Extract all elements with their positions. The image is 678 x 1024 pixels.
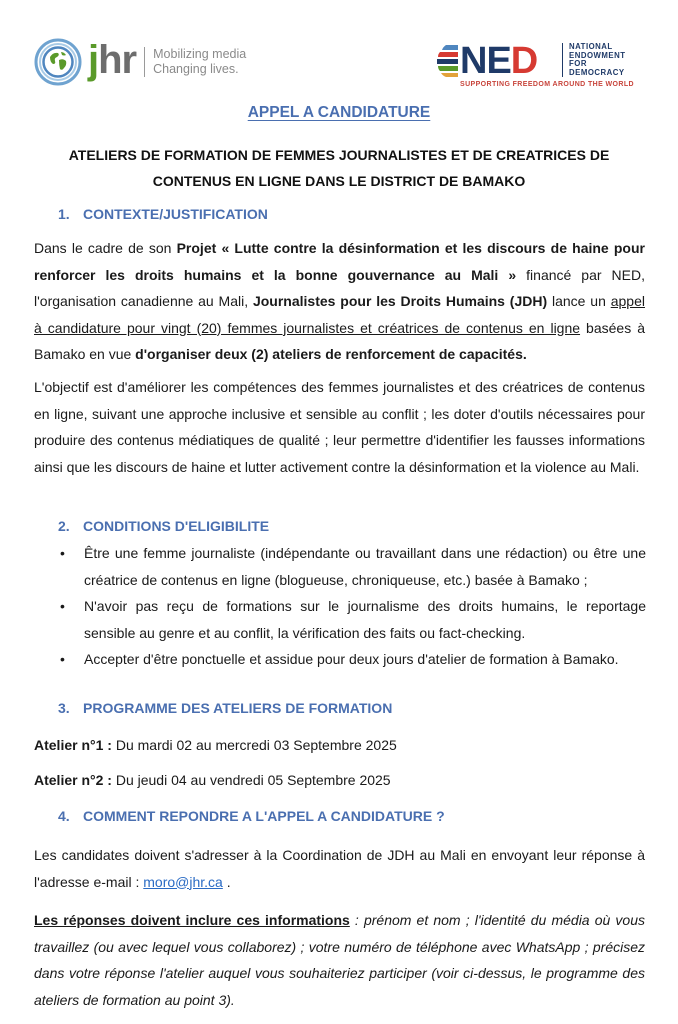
project-name: Projet « Lutte contre la désinformation et les discours de haine pour renforcer les droits humains et la bonne gouvernance au Mali » [34, 240, 645, 283]
ned-divider [562, 43, 563, 77]
atelier-1 [34, 737, 397, 753]
subtitle-line2: CONTENUS EN LIGNE DANS LE DISTRICT DE BAMAKO [152, 173, 526, 189]
ned-globe-stripes-icon [436, 44, 458, 78]
call-summary-underlined: appel à candidature pour vingt (20) femmes journalistes et créatrices de contenus en ligne [34, 293, 645, 336]
jhr-tagline-line1: Mobilizing media [153, 47, 247, 61]
ned-full-name [569, 43, 625, 77]
section-heading-text: COMMENT REPONDRE A L'APPEL A CANDIDATURE ? [83, 808, 445, 824]
context-paragraph-1 [34, 235, 645, 368]
text-run: : [349, 912, 364, 928]
list-item: • Accepter d'être ponctuelle et assidue pour deux jours d'atelier de formation à Bamako. [58, 646, 646, 673]
required-info-label: Les réponses doivent inclure ces informations [34, 912, 350, 928]
section-heading-text: CONDITIONS D'ELIGIBILITE [83, 518, 270, 534]
page-title-text: APPEL A CANDIDATURE [247, 104, 431, 121]
ned-logo [436, 41, 666, 93]
text-run: financé par NED, l'organisation canadienne au Mali, [34, 266, 646, 309]
subtitle-line1: ATELIERS DE FORMATION DE FEMMES JOURNALISTES ET DE CREATRICES DE [68, 147, 610, 163]
atelier-dates: Du jeudi 04 au vendredi 05 Septembre 2025 [111, 772, 391, 788]
required-info-list: prénom et nom ; l'identité du média où vous travaillez (ou avec lequel vous collaborez) ; votre numéro de téléphone avec WhatsApp ; précisez dans votre réponse l'atelier auquel vous souhaiteriez participer (voir ci-dessus, le programme des ateliers de formation au point 3). [34, 912, 645, 1008]
ned-mark [436, 40, 538, 82]
ned-name-line: FOR [569, 59, 587, 69]
section-heading-3 [58, 700, 392, 716]
atelier-2 [34, 772, 391, 788]
jhr-tagline-line2: Changing lives. [153, 62, 239, 76]
ned-tagline: SUPPORTING FREEDOM AROUND THE WORLD [460, 81, 634, 88]
header [0, 0, 678, 100]
section-number: 4. [58, 808, 70, 824]
atelier-label: Atelier n°1 : [34, 737, 112, 753]
ned-name-line: ENDOWMENT [569, 50, 626, 60]
section-number: 3. [58, 700, 70, 716]
section-number: 2. [58, 518, 70, 534]
text-run: . [222, 873, 231, 890]
ned-d: D [510, 40, 538, 82]
section-heading-text: CONTEXTE/JUSTIFICATION [83, 206, 268, 222]
section-heading-text: PROGRAMME DES ATELIERS DE FORMATION [83, 700, 393, 716]
section-number: 1. [58, 206, 70, 222]
required-info-paragraph [34, 907, 645, 1013]
ned-ne: NE [460, 40, 511, 82]
jhr-j: j [88, 38, 99, 82]
email-link[interactable]: moro@jhr.ca [143, 873, 223, 890]
eligibility-list [58, 540, 646, 673]
ned-name-line: DEMOCRACY [569, 67, 625, 77]
jhr-wordmark [88, 40, 136, 80]
list-item: • N'avoir pas reçu de formations sur le journalisme des droits humains, le reportage sensible au genre et au conflit, la vérification des faits ou fact-checking. [58, 593, 646, 646]
jhr-logo [34, 38, 246, 86]
text-run: lance un [547, 293, 611, 309]
text-run: basées à Bamako en vue [34, 319, 645, 362]
text-run: Les candidates doivent s'adresser à la Coordination de JDH au Mali en envoyant leur réponse à l'adresse e-mail : [34, 847, 645, 890]
globe-icon [34, 38, 82, 86]
jhr-tagline [153, 47, 246, 77]
text-run: Dans le cadre de son [34, 240, 177, 256]
organization-name: Journalistes pour les Droits Humains (JDH) [252, 293, 548, 309]
atelier-dates: Du mardi 02 au mercredi 03 Septembre 2025 [111, 737, 397, 753]
section-heading-1 [58, 206, 268, 222]
section-heading-4 [58, 808, 445, 824]
list-item: • Être une femme journaliste (indépendante ou travaillant dans une rédaction) ou être une créatrice de contenus en ligne (blogueuse, chroniqueuse, etc.) basée à Bamako ; [58, 540, 646, 593]
context-paragraph-2: L'objectif est d'améliorer les compétences des femmes journalistes et des créatrices de contenus en ligne, suivant une approche inclusive et sensible au conflit ; les doter d'outils nécessaires pour produire des contenus médiatiques de qualité ; leur permettre d'identifier les fausses informations ainsi que les discours de haine et lutter activement contre la désinformation et la violence au Mali. [34, 379, 645, 475]
section-heading-2 [58, 518, 269, 534]
jhr-hr: hr [98, 38, 137, 82]
workshop-goal: d'organiser deux (2) ateliers de renforcement de capacités. [135, 346, 527, 362]
response-instructions [34, 842, 645, 895]
page-title [0, 104, 678, 122]
document-subtitle [30, 142, 648, 194]
jhr-divider [144, 47, 145, 77]
ned-name-line: NATIONAL [569, 42, 613, 51]
ned-wordmark [460, 40, 538, 82]
atelier-label: Atelier n°2 : [34, 772, 112, 788]
